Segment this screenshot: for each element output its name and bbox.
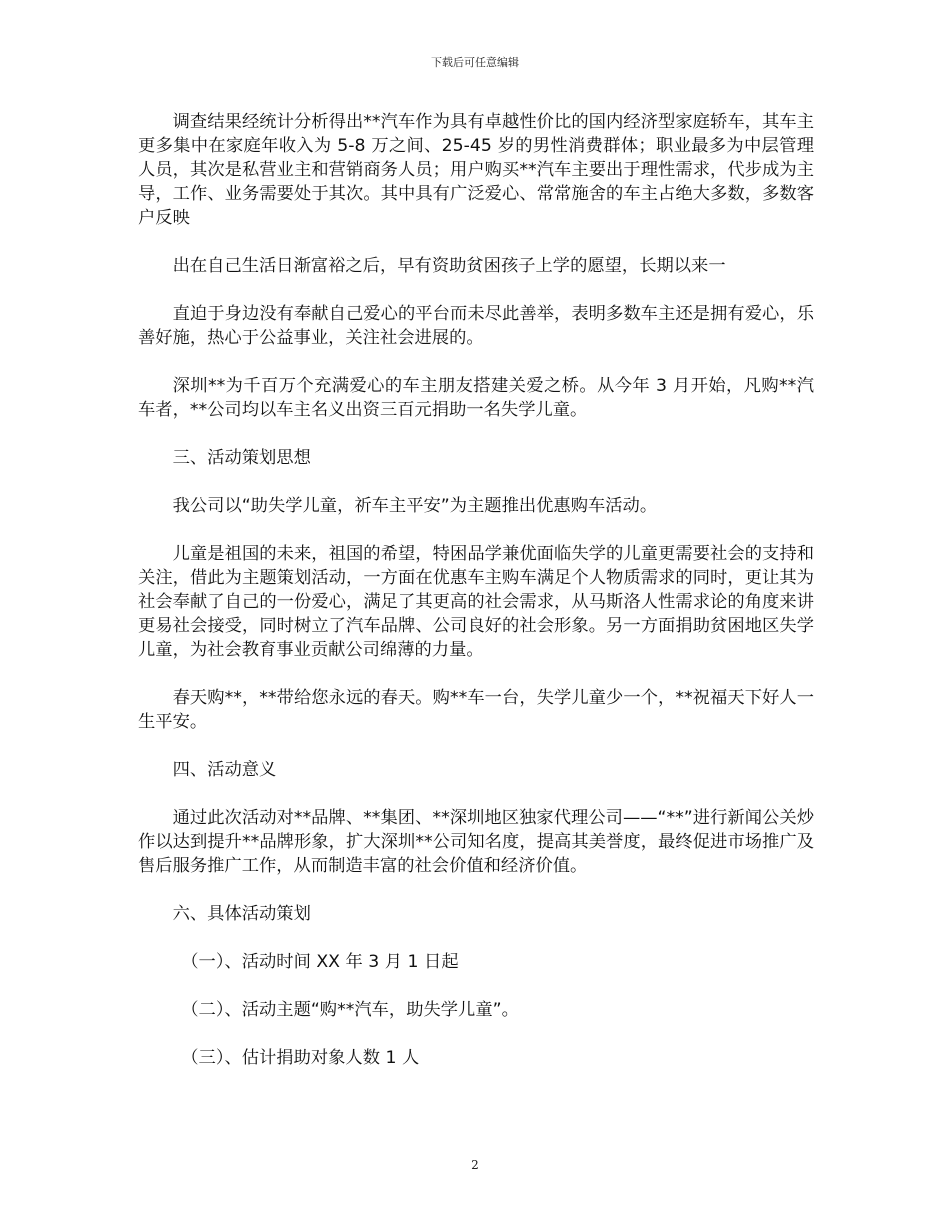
section-heading-specific-plan: 六、具体活动策划	[172, 904, 311, 924]
section-heading-significance: 四、活动意义	[172, 760, 277, 780]
paragraph-children-future: 儿童是祖国的未来，祖国的希望，特困品学兼优面临失学的儿童更需要社会的支持和关注，借此为主题策划活动，一方面在优惠车主购车满足个人物质需求的同时，更让其为社会奉献了自己的一份爱心，满足了其更高的社会需求，从马斯洛人性需求论的角度来讲更易社会接受，同时树立了汽车品牌、公司良好的社会形象。另一方面捐助贫困地区失学儿童，为社会教育事业贡献公司绵薄的力量。	[138, 544, 814, 660]
paragraph-survey-results: 调查结果经统计分析得出**汽车作为具有卓越性价比的国内经济型家庭轿车，其车主更多集中在家庭年收入为 5-8 万之间、25-45 岁的男性消费群体；职业最多为中层管理人员，其次是私营业主和营销商务人员；用户购买**汽车主要出于理性需求，代步成为主导，工作、业务需要处于其次。其中具有广泛爱心、常常施舍的车主占绝大多数，多数客户反映	[138, 112, 814, 228]
plan-item-theme: （二）、活动主题“购**汽车，助失学儿童”。	[181, 1000, 519, 1020]
page-header-note: 下载后可任意编辑	[431, 56, 519, 69]
section-heading-planning-idea: 三、活动策划思想	[172, 448, 311, 468]
paragraph-spring-slogan: 春天购**，**带给您永远的春天。购**车一台，失学儿童少一个，**祝福天下好人一生平安。	[138, 688, 814, 732]
paragraph-no-platform: 直迫于身边没有奉献自己爱心的平台而未尽此善举，表明多数车主还是拥有爱心，乐善好施，热心于公益事业，关注社会进展的。	[138, 304, 814, 348]
page-number: 2	[471, 1158, 479, 1172]
plan-item-time: （一）、活动时间 XX 年 3 月 1 日起	[181, 952, 459, 972]
paragraph-significance-detail: 通过此次活动对**品牌、**集团、**深圳地区独家代理公司——“**”进行新闻公关炒作以达到提升**品牌形象，扩大深圳**公司知名度，提高其美誉度，最终促进市场推广及售后服务推广工作，从而制造丰富的社会价值和经济价值。	[138, 808, 814, 876]
paragraph-shenzhen-bridge: 深圳**为千百万个充满爱心的车主朋友搭建关爱之桥。从今年 3 月开始，凡购**汽车者，**公司均以车主名义出资三百元捐助一名失学儿童。	[138, 376, 814, 420]
paragraph-wish-to-help: 出在自己生活日渐富裕之后，早有资助贫困孩子上学的愿望，长期以来一	[172, 256, 726, 276]
plan-item-recipients: （三）、估计捐助对象人数 1 人	[181, 1048, 420, 1068]
paragraph-theme: 我公司以“助失学儿童，祈车主平安”为主题推出优惠购车活动。	[172, 496, 658, 516]
document-body	[138, 110, 814, 1094]
